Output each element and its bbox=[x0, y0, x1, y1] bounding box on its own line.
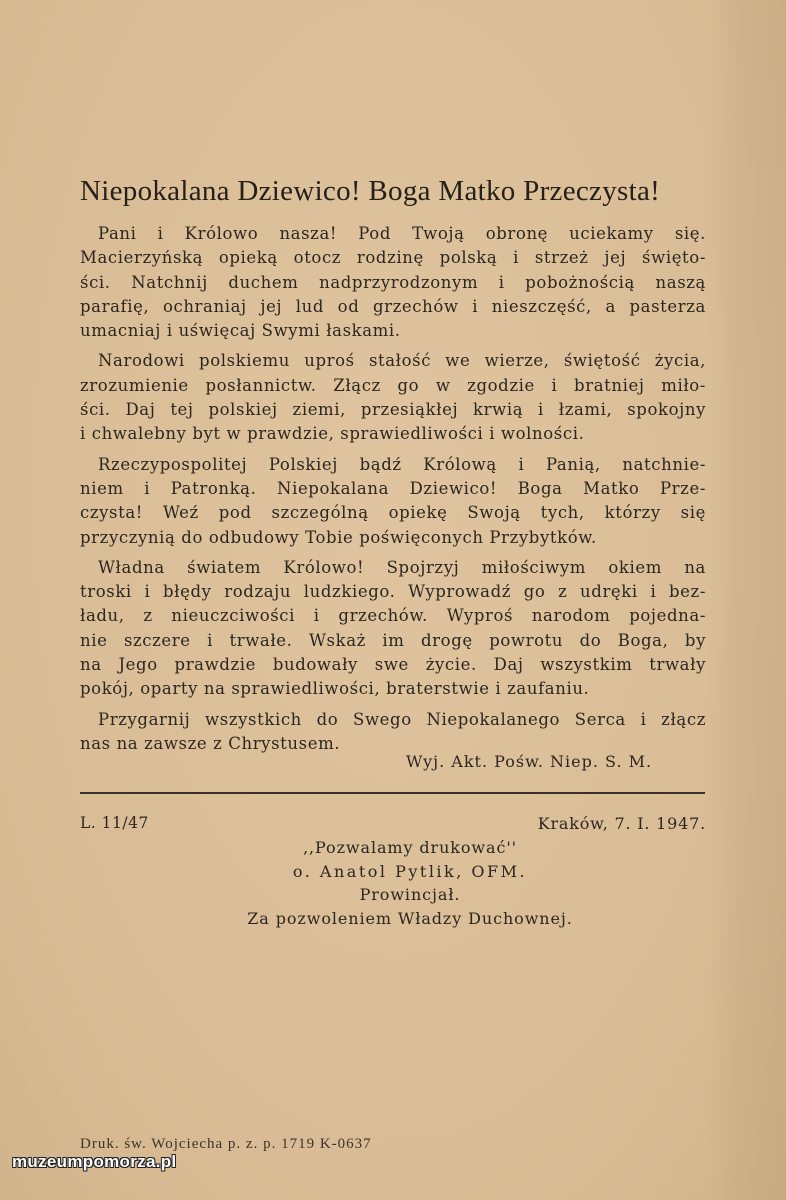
prayer-title: Niepokalana Dziewico! Boga Matko Przeczysta! bbox=[80, 175, 661, 207]
text-line: Macierzyńską opieką otocz rodzinę polską i strzeż jej święto- bbox=[80, 248, 706, 268]
text-line: Władna światem Królowo! Spojrzyj miłościwym okiem na bbox=[98, 557, 706, 577]
text-line: umacniaj i uświęcaj Swymi łaskami. bbox=[80, 321, 401, 341]
place-date: Kraków, 7. I. 1947. bbox=[537, 814, 706, 833]
paragraph-1 bbox=[80, 222, 706, 343]
printer-imprint: Druk. św. Wojciecha p. z. p. 1719 K-0637 bbox=[80, 1136, 372, 1152]
signature: Wyj. Akt. Pośw. Niep. S. M. bbox=[406, 752, 653, 771]
text-line: przyczynią do odbudowy Tobie poświęconych Przybytków. bbox=[80, 527, 597, 547]
text-line: i chwalebny byt w prawdzie, sprawiedliwości i wolności. bbox=[80, 424, 585, 444]
approval-line: Za pozwoleniem Władzy Duchownej. bbox=[247, 908, 573, 928]
approval-block bbox=[160, 836, 660, 930]
divider-line bbox=[80, 792, 705, 794]
paragraph-2 bbox=[80, 349, 706, 446]
text-line: ści. Natchnij duchem nadprzyrodzonym i pobożnością naszą bbox=[80, 272, 706, 292]
text-line: Rzeczypospolitej Polskiej bądź Królową i Panią, natchnie- bbox=[98, 454, 706, 474]
text-line: zrozumienie posłannictw. Złącz go w zgodzie i bratniej miło- bbox=[80, 375, 706, 395]
paragraph-3 bbox=[80, 453, 706, 550]
reference-number: L. 11/47 bbox=[80, 814, 149, 832]
prayer-body bbox=[80, 222, 706, 762]
text-line: Pani i Królowo nasza! Pod Twoją obronę uciekamy się. bbox=[98, 224, 706, 243]
text-line: czysta! Weź pod szczególną opiekę Swoją tych, którzy się bbox=[80, 503, 706, 523]
text-line: ści. Daj tej polskiej ziemi, przesiąkłej krwią i łzami, spokojny bbox=[80, 400, 706, 420]
approval-line: Prowincjał. bbox=[359, 885, 461, 904]
text-line: pokój, oparty na sprawiedliwości, braterstwie i zaufaniu. bbox=[80, 679, 590, 699]
approval-line: ,,Pozwalamy drukować'' bbox=[303, 838, 517, 857]
text-line: ładu, z nieuczciwości i grzechów. Wyproś narodom pojedna- bbox=[80, 606, 706, 626]
approval-signatory: o. Anatol Pytlik, OFM. bbox=[292, 861, 528, 881]
text-line: niem i Patronką. Niepokalana Dziewico! Boga Matko Prze- bbox=[80, 478, 706, 498]
paragraph-4 bbox=[80, 556, 706, 702]
paragraph-5 bbox=[80, 708, 706, 757]
text-line: troski i błędy rodzaju ludzkiego. Wyprowadź go z udręki i bez- bbox=[80, 582, 706, 602]
text-line: nie szczere i trwałe. Wskaż im drogę powrotu do Boga, by bbox=[80, 630, 706, 650]
text-line: parafię, ochraniaj jej lud od grzechów i nieszczęść, a pasterza bbox=[80, 296, 706, 316]
text-line: na Jego prawdzie budowały swe życie. Daj wszystkim trwały bbox=[80, 655, 706, 675]
watermark: muzeumpomorza.pl bbox=[12, 1152, 177, 1171]
text-line: Przygarnij wszystkich do Swego Niepokalanego Serca i złącz bbox=[98, 709, 706, 729]
text-line: Narodowi polskiemu uproś stałość we wierze, świętość życia, bbox=[98, 351, 706, 371]
text-line: nas na zawsze z Chrystusem. bbox=[80, 733, 341, 753]
